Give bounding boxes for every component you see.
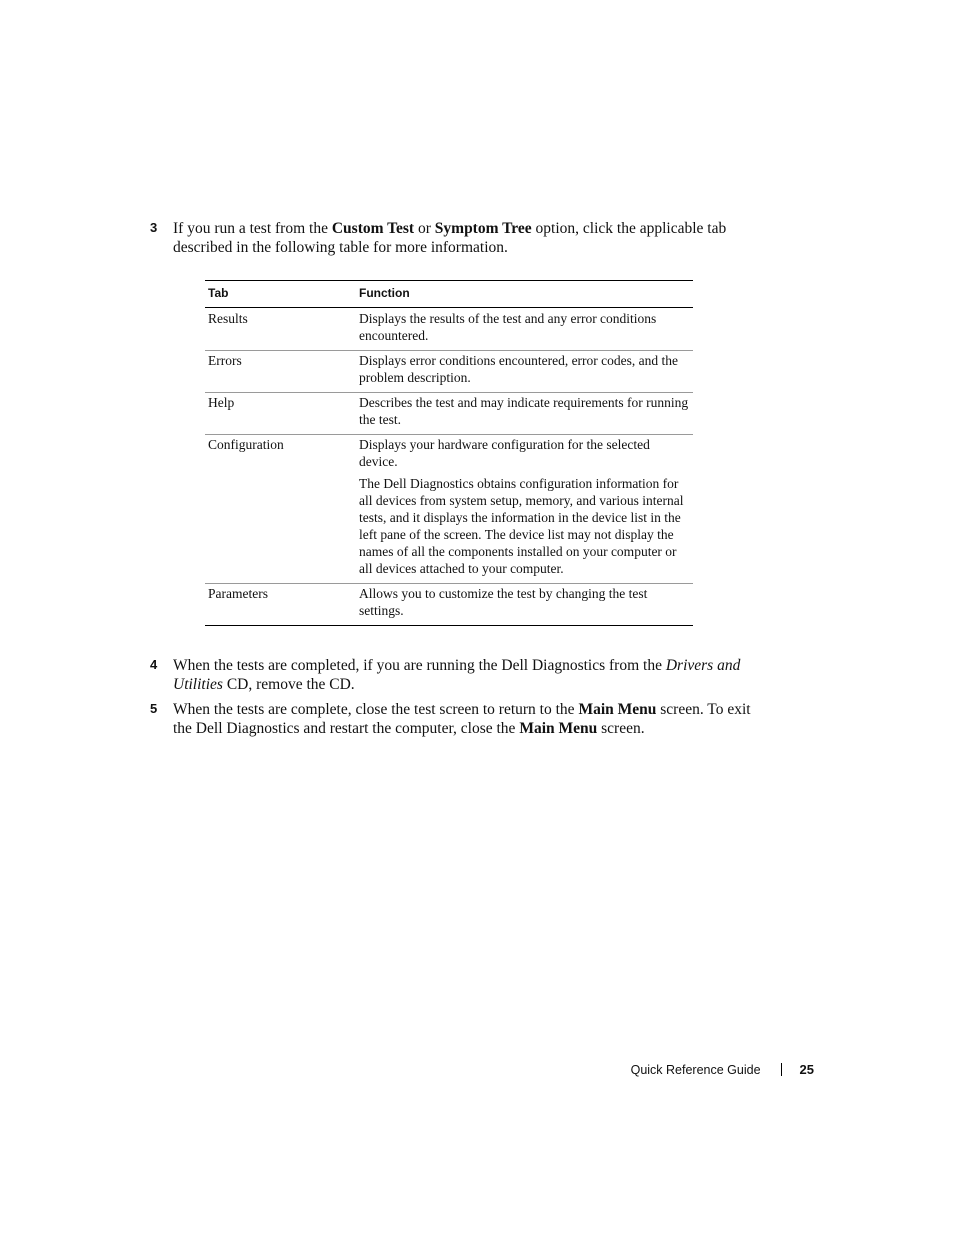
drivers-utilities-title: Drivers and Utilities bbox=[173, 657, 741, 693]
step-3-text-part: option, click the applicable tab described in the following table for more information. bbox=[173, 220, 727, 256]
page-footer bbox=[631, 1062, 814, 1077]
step-5 bbox=[150, 700, 760, 738]
page-number: 25 bbox=[799, 1062, 814, 1077]
footer-divider bbox=[781, 1063, 782, 1076]
row-tab-errors: Errors bbox=[205, 351, 356, 393]
table-row bbox=[205, 308, 693, 351]
step-number: 4 bbox=[150, 657, 158, 672]
symptom-tree-label: Symptom Tree bbox=[434, 220, 532, 237]
table-row bbox=[205, 584, 693, 626]
step-5-text bbox=[173, 700, 760, 738]
row-function: Allows you to customize the test by changing the test settings. bbox=[356, 584, 693, 626]
row-function: Displays the results of the test and any error conditions encountered. bbox=[356, 308, 693, 351]
row-function-paragraph: The Dell Diagnostics obtains configuration information for all devices from system setup, memory, and various internal tests, and it displays the information in the device list in the left pane of the screen. The device list may not display the names of all the components installed on your computer or all devices attached to your computer. bbox=[359, 476, 684, 576]
guide-title: Quick Reference Guide bbox=[630, 1062, 761, 1077]
table-header-row bbox=[205, 281, 693, 308]
step-4 bbox=[150, 656, 760, 694]
row-function: Displays error conditions encountered, error codes, and the problem description. bbox=[356, 351, 693, 393]
step-3 bbox=[150, 219, 760, 257]
main-menu-label: Main Menu bbox=[578, 701, 657, 718]
step-4-text bbox=[173, 656, 760, 694]
table-row bbox=[205, 435, 693, 584]
table-row bbox=[205, 393, 693, 435]
step-number: 3 bbox=[150, 220, 158, 235]
row-tab-configuration: Configuration bbox=[205, 435, 356, 584]
step-3-text-part: or bbox=[414, 220, 435, 237]
table-row bbox=[205, 351, 693, 393]
row-function: Describes the test and may indicate requirements for running the test. bbox=[356, 393, 693, 435]
header-tab: Tab bbox=[205, 281, 356, 308]
step-3-text bbox=[173, 219, 760, 257]
row-function bbox=[356, 435, 693, 584]
step-number: 5 bbox=[150, 701, 158, 716]
tab-function-table bbox=[205, 280, 693, 626]
header-function: Function bbox=[356, 281, 693, 308]
step-5-text-part: screen. To exit the Dell Diagnostics and restart the computer, close the bbox=[173, 701, 751, 737]
row-tab-help: Help bbox=[205, 393, 356, 435]
step-5-text-part: When the tests are complete, close the test screen to return to the bbox=[173, 701, 579, 718]
row-tab-parameters: Parameters bbox=[205, 584, 356, 626]
step-4-text-part: When the tests are completed, if you are running the Dell Diagnostics from the bbox=[173, 657, 666, 674]
row-tab-results: Results bbox=[205, 308, 356, 351]
step-3-text-part: If you run a test from the bbox=[173, 220, 332, 237]
row-function-paragraph: Displays your hardware configuration for the selected device. bbox=[359, 437, 650, 469]
step-5-text-part: screen. bbox=[597, 720, 645, 737]
custom-test-label: Custom Test bbox=[331, 220, 415, 237]
step-4-text-part: CD, remove the CD. bbox=[222, 676, 355, 693]
main-menu-label: Main Menu bbox=[519, 720, 598, 737]
